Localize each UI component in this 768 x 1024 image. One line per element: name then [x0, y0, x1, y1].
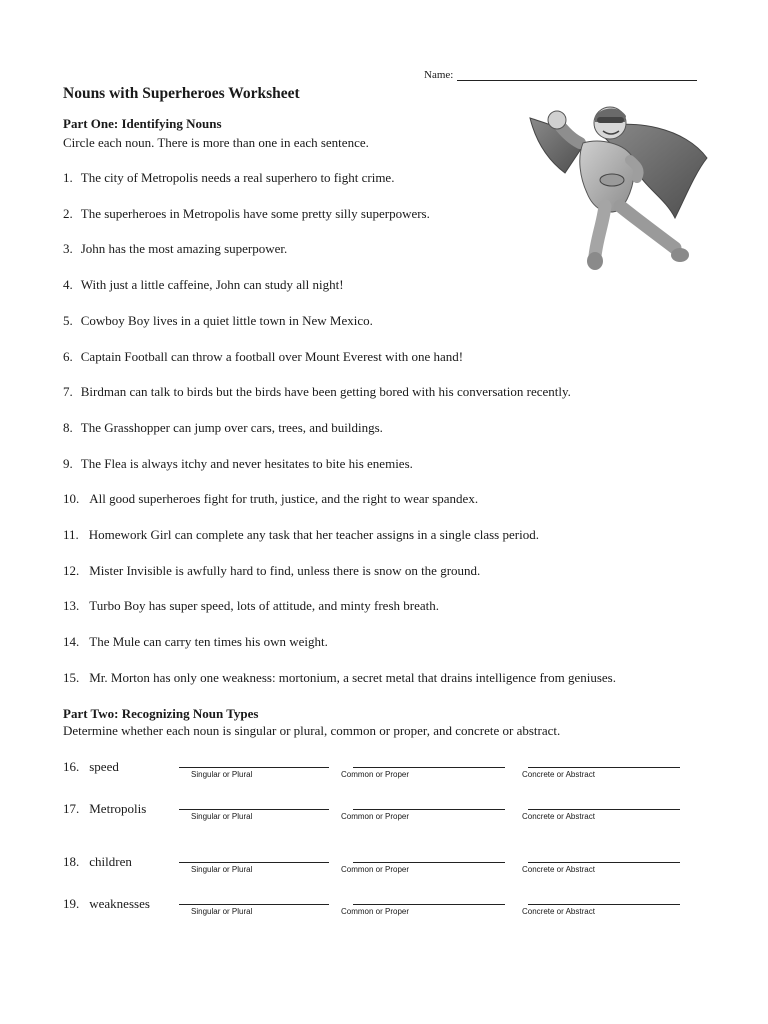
- question-number: 3.: [63, 241, 73, 256]
- noun-word: [63, 854, 132, 870]
- answer-blank-proper[interactable]: [341, 767, 505, 779]
- question-number: 18.: [63, 854, 80, 869]
- question-text[interactable]: Captain Football can throw a football over Mount Everest with one hand!: [80, 349, 464, 364]
- answer-blank-number[interactable]: [179, 809, 329, 821]
- question-text[interactable]: John has the most amazing superpower.: [80, 241, 288, 256]
- question-item: [63, 206, 430, 222]
- answer-blank-proper[interactable]: [341, 862, 505, 874]
- part-two-heading: Part Two: Recognizing Noun Types: [63, 706, 259, 721]
- question-text[interactable]: The superheroes in Metropolis have some pretty silly superpowers.: [80, 206, 430, 221]
- question-item: [63, 313, 373, 329]
- noun-type-row: [63, 759, 703, 791]
- question-number: 7.: [63, 384, 73, 399]
- question-text[interactable]: Cowboy Boy lives in a quiet little town in New Mexico.: [80, 313, 373, 328]
- question-text[interactable]: Mister Invisible is awfully hard to find, unless there is snow on the ground.: [89, 563, 481, 578]
- question-item: [63, 491, 478, 507]
- noun-word: [63, 759, 119, 775]
- question-number: 4.: [63, 277, 73, 292]
- question-text[interactable]: The city of Metropolis needs a real superhero to fight crime.: [80, 170, 395, 185]
- question-text[interactable]: Turbo Boy has super speed, lots of attitude, and minty fresh breath.: [89, 598, 439, 613]
- noun-type-row: [63, 854, 703, 886]
- question-item: [63, 456, 413, 472]
- answer-blank-concrete[interactable]: [522, 904, 680, 916]
- question-number: 15.: [63, 670, 80, 685]
- question-item: [63, 563, 480, 579]
- part-one-instructions: Circle each noun. There is more than one in each sentence.: [63, 135, 369, 150]
- answer-blank-concrete[interactable]: [522, 809, 680, 821]
- noun-type-row: [63, 801, 703, 833]
- noun-word-text: Metropolis: [89, 801, 147, 816]
- question-text[interactable]: Mr. Morton has only one weakness: mortonium, a secret metal that drains intelligence from geniuses.: [89, 670, 616, 685]
- question-text[interactable]: All good superheroes fight for truth, justice, and the right to wear spandex.: [89, 491, 479, 506]
- question-number: 11.: [63, 527, 79, 542]
- answer-blank-caption: Singular or Plural: [191, 812, 253, 821]
- noun-word-text: speed: [89, 759, 119, 774]
- answer-blank-caption: Singular or Plural: [191, 865, 253, 874]
- question-number: 17.: [63, 801, 80, 816]
- answer-blank-caption: Common or Proper: [341, 812, 410, 821]
- question-item: [63, 277, 344, 293]
- question-item: [63, 420, 383, 436]
- question-number: 2.: [63, 206, 73, 221]
- question-number: 19.: [63, 896, 80, 911]
- name-blank-line[interactable]: [457, 68, 697, 81]
- noun-word-text: children: [89, 854, 132, 869]
- answer-blank-caption: Concrete or Abstract: [522, 865, 595, 874]
- question-text[interactable]: Homework Girl can complete any task that her teacher assigns in a single class period.: [88, 527, 539, 542]
- answer-blank-caption: Concrete or Abstract: [522, 770, 595, 779]
- question-item: [63, 598, 439, 614]
- question-item: [63, 170, 394, 186]
- question-item: [63, 349, 463, 365]
- answer-blank-caption: Singular or Plural: [191, 770, 253, 779]
- answer-blank-caption: Concrete or Abstract: [522, 907, 595, 916]
- part-two-instructions: Determine whether each noun is singular or plural, common or proper, and concrete or abstract.: [63, 723, 561, 738]
- noun-type-row: [63, 896, 703, 928]
- question-item: [63, 241, 287, 257]
- part-one-heading: Part One: Identifying Nouns: [63, 116, 222, 131]
- answer-blank-caption: Common or Proper: [341, 770, 410, 779]
- answer-blank-number[interactable]: [179, 862, 329, 874]
- answer-blank-caption: Common or Proper: [341, 865, 410, 874]
- question-item: [63, 634, 328, 650]
- question-number: 16.: [63, 759, 80, 774]
- question-item: [63, 527, 539, 543]
- question-number: 10.: [63, 491, 80, 506]
- answer-blank-concrete[interactable]: [522, 767, 680, 779]
- question-text[interactable]: Birdman can talk to birds but the birds have been getting bored with his conversation recently.: [80, 384, 571, 399]
- answer-blank-proper[interactable]: [341, 809, 505, 821]
- answer-blank-proper[interactable]: [341, 904, 505, 916]
- question-number: 12.: [63, 563, 80, 578]
- answer-blank-caption: Common or Proper: [341, 907, 410, 916]
- question-text[interactable]: The Mule can carry ten times his own weight.: [89, 634, 328, 649]
- flying-superhero-illustration: [525, 98, 715, 273]
- noun-word: [63, 801, 146, 817]
- name-label: Name:: [424, 69, 454, 81]
- question-text[interactable]: The Flea is always itchy and never hesitates to bite his enemies.: [80, 456, 413, 471]
- question-number: 1.: [63, 170, 73, 185]
- answer-blank-caption: Singular or Plural: [191, 907, 253, 916]
- question-text[interactable]: The Grasshopper can jump over cars, trees, and buildings.: [80, 420, 383, 435]
- worksheet-title: Nouns with Superheroes Worksheet: [63, 85, 300, 102]
- answer-blank-number[interactable]: [179, 767, 329, 779]
- question-number: 5.: [63, 313, 73, 328]
- question-number: 14.: [63, 634, 80, 649]
- answer-blank-concrete[interactable]: [522, 862, 680, 874]
- question-text[interactable]: With just a little caffeine, John can study all night!: [80, 277, 344, 292]
- name-field[interactable]: [424, 68, 697, 81]
- answer-blank-number[interactable]: [179, 904, 329, 916]
- question-number: 9.: [63, 456, 73, 471]
- answer-blank-caption: Concrete or Abstract: [522, 812, 595, 821]
- question-number: 6.: [63, 349, 73, 364]
- question-item: [63, 384, 571, 400]
- question-number: 8.: [63, 420, 73, 435]
- question-number: 13.: [63, 598, 80, 613]
- noun-word: [63, 896, 150, 912]
- noun-word-text: weaknesses: [89, 896, 150, 911]
- question-item: [63, 670, 616, 686]
